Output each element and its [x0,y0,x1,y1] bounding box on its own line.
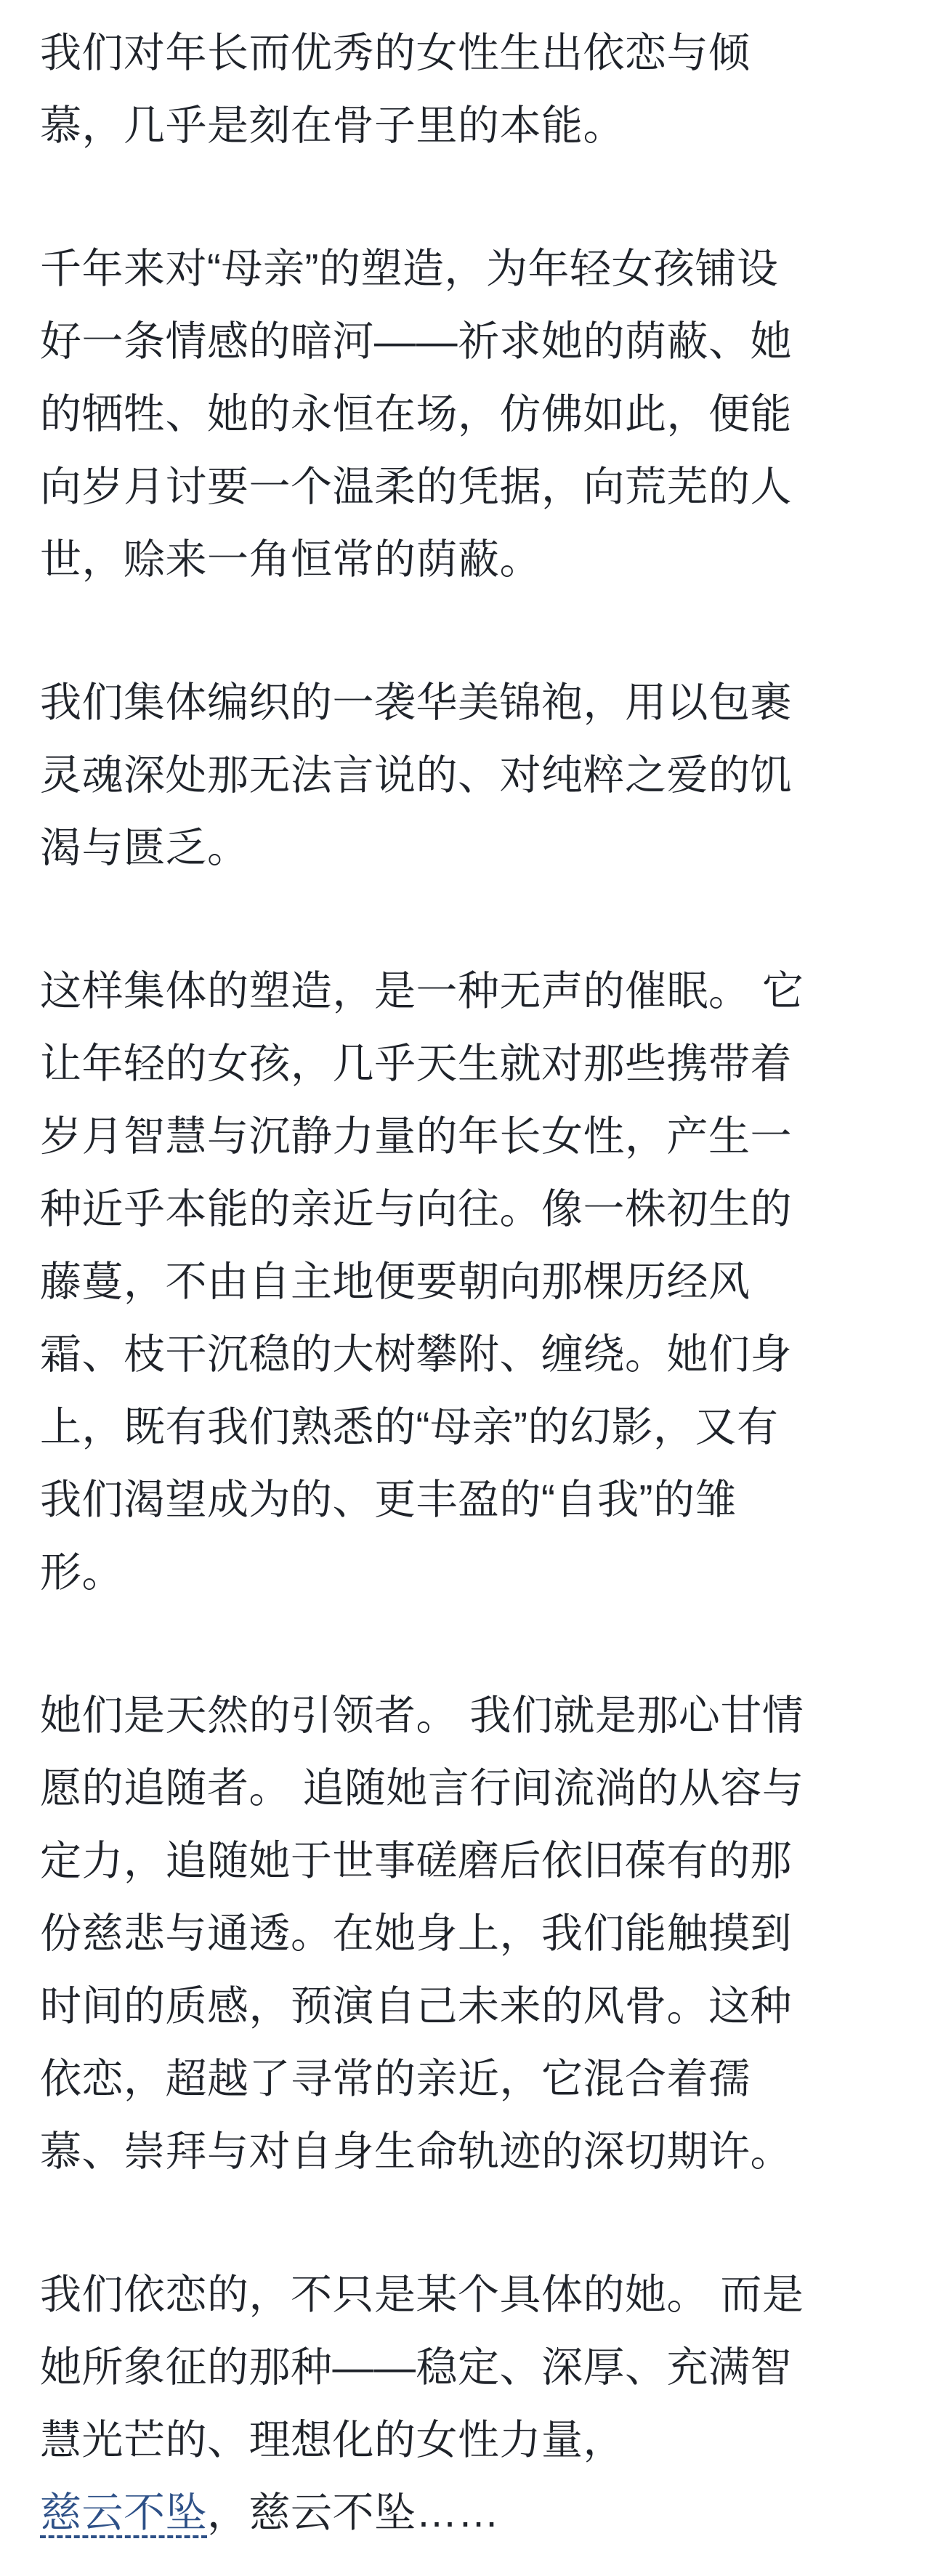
article-paragraph: 这样集体的塑造，是一种无声的催眠。 它让年轻的女孩，几乎天生就对那些携带着岁月智慧与沉静力量的年长女性，产生一种近乎本能的亲近与向往。像一株初生的藤蔓，不由自主地便要朝向那棵历经风霜、枝干沉稳的大树攀附、缠绕。她们身上，既有我们熟悉的“母亲”的幻影，又有我们渴望成为的、更丰盈的“自我”的雏形。 [40,968,804,1596]
article-paragraph: 她们是天然的引领者。 我们就是那心甘情愿的追随者。 追随她言行间流淌的从容与定力，追随她于世事磋磨后依旧葆有的那份慈悲与通透。在她身上，我们能触摸到时间的质感，预演自己未来的风骨。这种依恋，超越了寻常的亲近，它混合着孺慕、崇拜与对自身生命轨迹的深切期许。 [40,1692,804,2175]
final-paragraph-lead: 我们依恋的，不只是某个具体的她。 而是她所象征的那种——稳定、深厚、充满智慧光芒的、理想化的女性力量， [40,2272,804,2463]
article-paragraph: 我们集体编织的一袭华美锦袍，用以包裹灵魂深处那无法言说的、对纯粹之爱的饥渴与匮乏。 [40,679,792,871]
article-paragraph: 千年来对“母亲”的塑造，为年轻女孩铺设好一条情感的暗河——祈求她的荫蔽、她的牺牲、她的永恒在场，仿佛如此，便能向岁月讨要一个温柔的凭据，向荒芜的人世，赊来一角恒常的荫蔽。 [40,246,792,583]
ciyunbuzhui-link[interactable]: 慈云不坠 [40,2490,207,2536]
article-paragraph: 我们对年长而优秀的女性生出依恋与倾慕，几乎是刻在骨子里的本能。 [40,30,751,149]
article-paragraph-final [40,2258,810,2549]
final-paragraph-tail: ，慈云不坠…… [207,2490,500,2536]
